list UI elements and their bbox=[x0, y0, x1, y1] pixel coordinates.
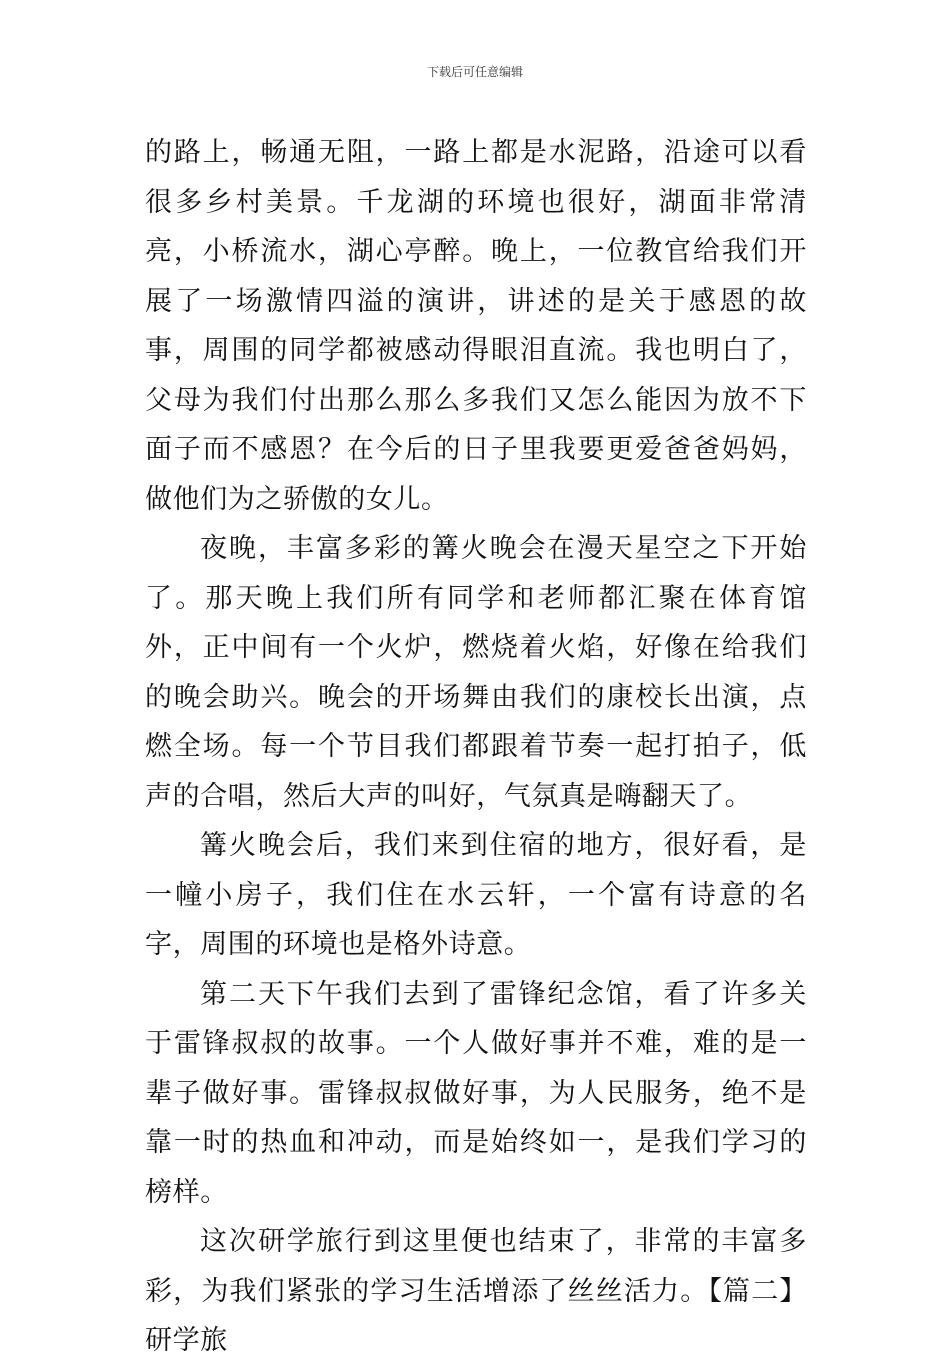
document-body bbox=[145, 128, 807, 1366]
paragraph-2: 夜晚，丰富多彩的篝火晚会在漫天星空之下开始了。那天晚上我们所有同学和老师都汇聚在体育馆外，正中间有一个火炉，燃烧着火焰，好像在给我们的晚会助兴。晚会的开场舞由我们的康校长出演，点燃全场。每一个节目我们都跟着节奏一起打拍子，低声的合唱，然后大声的叫好，气氛真是嗨翻天了。 bbox=[145, 533, 807, 812]
paragraph-4: 第二天下午我们去到了雷锋纪念馆，看了许多关于雷锋叔叔的故事。一个人做好事并不难，难的是一辈子做好事。雷锋叔叔做好事，为人民服务，绝不是靠一时的热血和冲动，而是始终如一，是我们学习的榜样。 bbox=[145, 978, 807, 1208]
page-header: 下载后可任意编辑 bbox=[426, 65, 523, 79]
paragraph-3: 篝火晚会后，我们来到住宿的地方，很好看，是一幢小房子，我们住在水云轩，一个富有诗意的名字，周围的环境也是格外诗意。 bbox=[145, 830, 807, 960]
paragraph-1: 的路上，畅通无阻，一路上都是水泥路，沿途可以看很多乡村美景。千龙湖的环境也很好，湖面非常清亮，小桥流水，湖心亭醉。晚上，一位教官给我们开展了一场激情四溢的演讲，讲述的是关于感恩的故事，周围的同学都被感动得眼泪直流。我也明白了，父母为我们付出那么那么多我们又怎么能因为放不下面子而不感恩？在今后的日子里我要更爱爸爸妈妈，做他们为之骄傲的女儿。 bbox=[145, 137, 807, 515]
paragraph-5: 这次研学旅行到这里便也结束了，非常的丰富多彩，为我们紧张的学习生活增添了丝丝活力。【篇二】研学旅 bbox=[145, 1226, 807, 1356]
